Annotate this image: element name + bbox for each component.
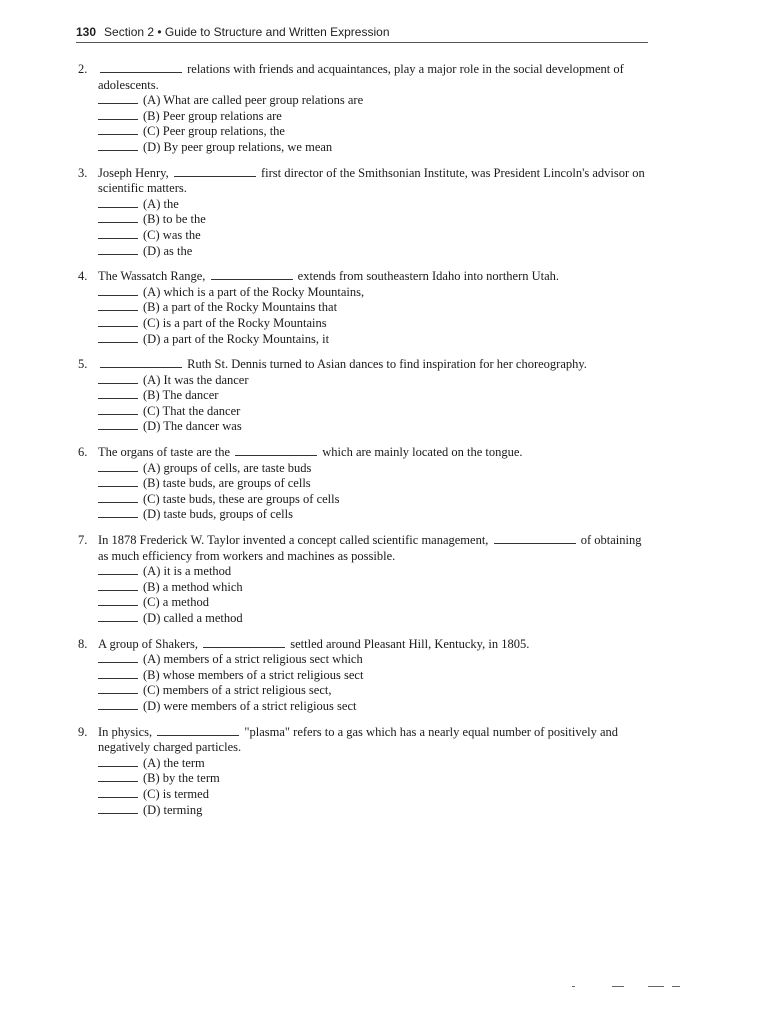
choice-check-blank xyxy=(98,477,138,487)
question-number: 5. xyxy=(78,357,88,372)
stem-text-after-blank: extends from southeastern Idaho into northern Utah. xyxy=(297,269,560,284)
answer-blank xyxy=(211,270,293,280)
question-item xyxy=(78,166,648,260)
answer-choice xyxy=(78,756,648,772)
answer-blank xyxy=(100,358,182,368)
answer-choice xyxy=(78,419,648,435)
question-stem xyxy=(78,357,648,373)
choice-check-blank xyxy=(98,405,138,415)
choice-text: (B) to be the xyxy=(143,212,206,227)
choice-check-blank xyxy=(98,125,138,135)
answer-choice xyxy=(78,461,648,477)
question-number: 9. xyxy=(78,724,88,739)
choice-check-blank xyxy=(98,245,138,255)
choice-text: (A) It was the dancer xyxy=(143,372,249,387)
question-list xyxy=(78,62,648,828)
answer-choice xyxy=(78,580,648,596)
answer-choice xyxy=(78,771,648,787)
answer-blank xyxy=(100,63,182,73)
choice-check-blank xyxy=(98,772,138,782)
answer-choice xyxy=(78,699,648,715)
answer-choice xyxy=(78,476,648,492)
choice-text: (C) That the dancer xyxy=(143,403,241,418)
question-number: 4. xyxy=(78,269,88,284)
answer-choice xyxy=(78,212,648,228)
choice-text: (C) was the xyxy=(143,227,201,242)
choice-list xyxy=(78,285,648,347)
choice-text: (B) whose members of a strict religious sect xyxy=(143,667,364,682)
question-item xyxy=(78,269,648,347)
question-item xyxy=(78,533,648,627)
answer-blank xyxy=(174,167,256,177)
answer-choice xyxy=(78,404,648,420)
stem-text-after-blank: "plasma" refers to a gas which has a nearly equal number of positively and negatively charged particles. xyxy=(98,724,619,755)
answer-choice xyxy=(78,93,648,109)
choice-text: (C) a method xyxy=(143,595,209,610)
choice-check-blank xyxy=(98,700,138,710)
question-number: 3. xyxy=(78,165,88,180)
choice-check-blank xyxy=(98,581,138,591)
choice-text: (D) terming xyxy=(143,802,203,817)
choice-list xyxy=(78,564,648,626)
choice-text: (A) members of a strict religious sect which xyxy=(143,652,363,667)
question-number: 7. xyxy=(78,533,88,548)
choice-check-blank xyxy=(98,286,138,296)
answer-choice xyxy=(78,228,648,244)
answer-choice xyxy=(78,244,648,260)
header-rule xyxy=(76,42,648,43)
choice-check-blank xyxy=(98,110,138,120)
choice-check-blank xyxy=(98,788,138,798)
answer-choice xyxy=(78,492,648,508)
choice-text: (D) a part of the Rocky Mountains, it xyxy=(143,331,330,346)
question-stem xyxy=(78,445,648,461)
choice-check-blank xyxy=(98,757,138,767)
choice-text: (D) called a method xyxy=(143,611,243,625)
choice-check-blank xyxy=(98,317,138,327)
answer-choice xyxy=(78,373,648,389)
choice-check-blank xyxy=(98,684,138,694)
choice-check-blank xyxy=(98,596,138,606)
stem-text-after-blank: of obtaining as much efficiency from workers and machines as possible. xyxy=(98,533,642,563)
answer-choice xyxy=(78,683,648,699)
choice-text: (B) by the term xyxy=(143,771,220,786)
stem-text-after-blank: Ruth St. Dennis turned to Asian dances to find inspiration for her choreography. xyxy=(187,357,587,372)
choice-check-blank xyxy=(98,213,138,223)
answer-choice xyxy=(78,109,648,125)
choice-text: (A) What are called peer group relations are xyxy=(143,93,364,108)
stem-text-after-blank: first director of the Smithsonian Institute, was President Lincoln's advisor on scientific matters. xyxy=(98,165,645,196)
choice-check-blank xyxy=(98,669,138,679)
choice-text: (A) the term xyxy=(143,755,205,770)
choice-check-blank xyxy=(98,374,138,384)
answer-choice xyxy=(78,332,648,348)
stem-text-before-blank: Joseph Henry, xyxy=(98,165,169,180)
choice-check-blank xyxy=(98,804,138,814)
choice-text: (A) it is a method xyxy=(143,564,232,579)
choice-list xyxy=(78,461,648,523)
question-stem xyxy=(78,725,648,756)
page-number: 130 xyxy=(76,25,97,39)
answer-choice xyxy=(78,507,648,523)
answer-choice xyxy=(78,285,648,301)
choice-check-blank xyxy=(98,508,138,518)
choice-text: (C) members of a strict religious sect, xyxy=(143,683,332,698)
answer-blank xyxy=(203,638,285,648)
question-item xyxy=(78,725,648,819)
section-title: Section 2 • Guide to Structure and Written Expression xyxy=(104,25,390,39)
answer-choice xyxy=(78,787,648,803)
stem-text-before-blank: A group of Shakers, xyxy=(98,636,198,651)
choice-check-blank xyxy=(98,420,138,430)
choice-check-blank xyxy=(98,653,138,663)
answer-choice xyxy=(78,611,648,627)
choice-text: (C) taste buds, these are groups of cells xyxy=(143,491,340,506)
answer-choice xyxy=(78,668,648,684)
choice-text: (D) were members of a strict religious sect xyxy=(143,698,357,713)
choice-check-blank xyxy=(98,198,138,208)
choice-text: (B) a part of the Rocky Mountains that xyxy=(143,300,338,315)
choice-text: (D) By peer group relations, we mean xyxy=(143,139,333,154)
question-item xyxy=(78,62,648,156)
answer-choice xyxy=(78,140,648,156)
choice-text: (B) taste buds, are groups of cells xyxy=(143,476,311,491)
choice-check-blank xyxy=(98,612,138,622)
question-item xyxy=(78,637,648,715)
choice-check-blank xyxy=(98,301,138,311)
choice-text: (C) is a part of the Rocky Mountains xyxy=(143,315,327,330)
stem-text-before-blank: The Wassatch Range, xyxy=(98,269,206,284)
question-stem xyxy=(78,637,648,653)
choice-check-blank xyxy=(98,389,138,399)
answer-choice xyxy=(78,564,648,580)
choice-text: (C) is termed xyxy=(143,786,209,801)
answer-choice xyxy=(78,388,648,404)
choice-list xyxy=(78,652,648,714)
choice-list xyxy=(78,756,648,818)
answer-choice xyxy=(78,124,648,140)
choice-text: (D) The dancer was xyxy=(143,419,242,434)
question-item xyxy=(78,445,648,523)
choice-check-blank xyxy=(98,94,138,104)
answer-choice xyxy=(78,652,648,668)
stem-text-before-blank: In 1878 Frederick W. Taylor invented a concept called scientific management, xyxy=(98,533,489,548)
choice-check-blank xyxy=(98,333,138,343)
choice-check-blank xyxy=(98,229,138,239)
choice-text: (C) Peer group relations, the xyxy=(143,124,285,139)
answer-blank xyxy=(494,534,576,544)
question-number: 2. xyxy=(78,62,88,76)
answer-choice xyxy=(78,197,648,213)
question-item xyxy=(78,357,648,435)
question-number: 8. xyxy=(78,636,88,651)
choice-text: (A) which is a part of the Rocky Mountains, xyxy=(143,284,365,299)
choice-list xyxy=(78,197,648,259)
answer-choice xyxy=(78,300,648,316)
answer-blank xyxy=(235,446,317,456)
answer-blank xyxy=(157,726,239,736)
stem-text-before-blank: The organs of taste are the xyxy=(98,445,231,460)
choice-check-blank xyxy=(98,565,138,575)
choice-check-blank xyxy=(98,462,138,472)
stem-text-after-blank: relations with friends and acquaintances, play a major role in the social development of adolescents. xyxy=(98,62,624,92)
choice-list xyxy=(78,93,648,155)
choice-check-blank xyxy=(98,493,138,503)
stem-text-before-blank: In physics, xyxy=(98,724,153,739)
answer-choice xyxy=(78,803,648,819)
question-number: 6. xyxy=(78,445,88,460)
choice-text: (A) the xyxy=(143,196,179,211)
choice-text: (A) groups of cells, are taste buds xyxy=(143,460,312,475)
answer-choice xyxy=(78,316,648,332)
choice-check-blank xyxy=(98,141,138,151)
answer-choice xyxy=(78,595,648,611)
choice-text: (D) taste buds, groups of cells xyxy=(143,507,293,522)
stem-text-after-blank: settled around Pleasant Hill, Kentucky, in 1805. xyxy=(290,636,530,651)
question-stem xyxy=(78,62,648,93)
choice-text: (B) a method which xyxy=(143,579,243,594)
question-stem xyxy=(78,533,648,564)
scan-marks xyxy=(572,982,682,992)
question-stem xyxy=(78,166,648,197)
choice-list xyxy=(78,373,648,435)
question-stem xyxy=(78,269,648,285)
running-head xyxy=(76,24,648,40)
choice-text: (B) The dancer xyxy=(143,388,219,403)
stem-text-after-blank: which are mainly located on the tongue. xyxy=(322,445,523,460)
choice-text: (B) Peer group relations are xyxy=(143,108,282,123)
choice-text: (D) as the xyxy=(143,243,193,258)
